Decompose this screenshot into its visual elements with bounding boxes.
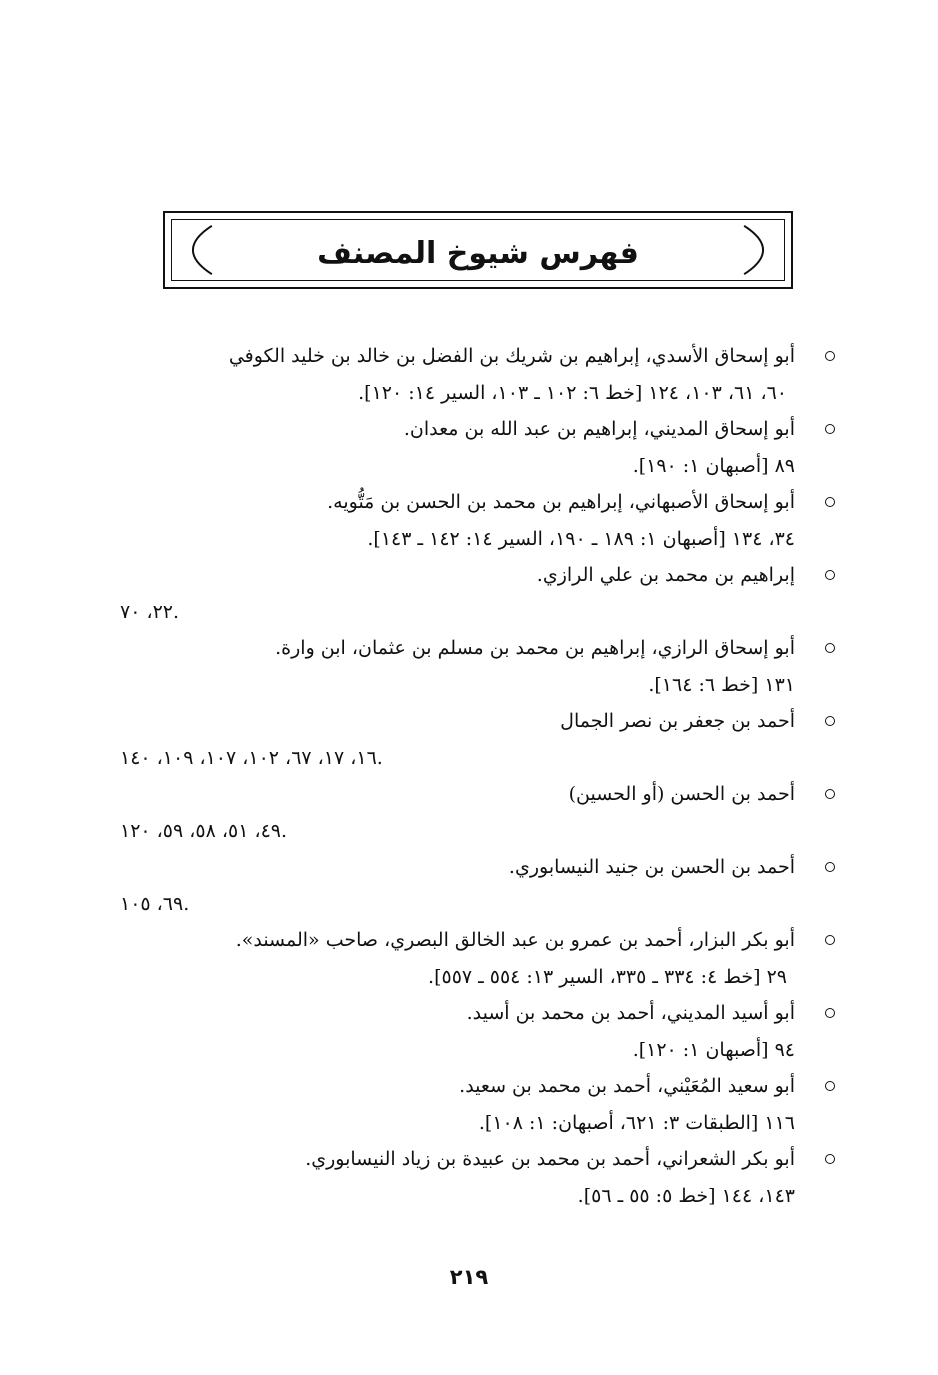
entry-name: أبو إسحاق الأصبهاني، إبراهيم بن محمد بن الحسن بن مَتُّويه.	[327, 491, 795, 513]
entry-refs: ٣٤، ١٣٤ [أصبهان ١: ١٨٩ ـ ١٩٠، السير ١٤: ١٤٢ ـ ١٤٣].	[367, 527, 795, 550]
list-item	[120, 411, 835, 484]
entry-refs: ٩٤ [أصبهان ١: ١٢٠].	[632, 1038, 795, 1061]
entry-refs: ٨٩ [أصبهان ١: ١٩٠].	[632, 454, 795, 477]
list-item	[120, 1068, 835, 1141]
entries-list	[120, 338, 835, 1214]
list-item	[120, 922, 835, 995]
list-item	[120, 1141, 835, 1214]
circle-bullet-icon	[825, 570, 835, 580]
entry-name: أحمد بن الحسن بن جنيد النيسابوري.	[508, 856, 795, 878]
list-item	[120, 484, 835, 557]
entry-name: أبو إسحاق الرازي، إبراهيم بن محمد بن مسلم بن عثمان، ابن وارة.	[275, 637, 795, 659]
entry-name: أبو بكر الشعراني، أحمد بن محمد بن عبيدة بن زياد النيسابوري.	[305, 1148, 795, 1170]
entry-refs: ١٣١ [خط ٦: ١٦٤].	[648, 673, 795, 696]
circle-bullet-icon	[825, 716, 835, 726]
circle-bullet-icon	[825, 935, 835, 945]
list-item	[120, 995, 835, 1068]
circle-bullet-icon	[825, 643, 835, 653]
entry-name: أبو بكر البزار، أحمد بن عمرو بن عبد الخالق البصري، صاحب «المسند».	[235, 929, 795, 951]
circle-bullet-icon	[825, 424, 835, 434]
list-item	[120, 703, 835, 776]
list-item	[120, 338, 835, 411]
entry-refs: ٢٩ [خط ٤: ٣٣٤ ـ ٣٣٥، السير ١٣: ٥٥٤ ـ ٥٥٧].	[428, 965, 787, 988]
entry-name: أبو أسيد المديني، أحمد بن محمد بن أسيد.	[466, 1002, 795, 1024]
entry-refs: ١٦، ١٧، ٦٧، ١٠٢، ١٠٧، ١٠٩، ١٤٠.	[120, 746, 383, 769]
list-item	[120, 849, 835, 922]
entry-refs: ٢٢، ٧٠.	[120, 600, 180, 623]
circle-bullet-icon	[825, 1008, 835, 1018]
entry-name: أبو إسحاق المديني، إبراهيم بن عبد الله بن معدان.	[403, 418, 795, 440]
title-frame	[163, 211, 793, 289]
entry-name: أبو إسحاق الأسدي، إبراهيم بن شريك بن الفضل بن خالد بن خليد الكوفي	[228, 345, 795, 367]
circle-bullet-icon	[825, 1154, 835, 1164]
list-item	[120, 557, 835, 630]
list-item	[120, 776, 835, 849]
entry-name: أحمد بن جعفر بن نصر الجمال	[560, 710, 795, 732]
page-title: فهرس شيوخ المصنف	[317, 236, 639, 271]
page-number: ٢١٩	[449, 1265, 489, 1289]
circle-bullet-icon	[825, 862, 835, 872]
entry-name: أحمد بن الحسن (أو الحسين)	[568, 783, 795, 805]
entry-refs: ١١٦ [الطبقات ٣: ٦٢١، أصبهان: ١: ١٠٨].	[478, 1111, 795, 1134]
entry-name: أبو سعيد المُعَيْني، أحمد بن محمد بن سعيد.	[459, 1075, 795, 1097]
title-inner-border	[171, 219, 785, 281]
entry-refs: ٦٩، ١٠٥.	[120, 892, 190, 915]
entry-refs: ١٤٣، ١٤٤ [خط ٥: ٥٥ ـ ٥٦].	[577, 1184, 795, 1207]
circle-bullet-icon	[825, 351, 835, 361]
entry-name: إبراهيم بن محمد بن علي الرازي.	[536, 564, 795, 586]
circle-bullet-icon	[825, 497, 835, 507]
circle-bullet-icon	[825, 1081, 835, 1091]
circle-bullet-icon	[825, 789, 835, 799]
entry-refs: ٤٩، ٥١، ٥٨، ٥٩، ١٢٠.	[120, 819, 288, 842]
list-item	[120, 630, 835, 703]
entry-refs: ٦٠، ٦١، ١٠٣، ١٢٤ [خط ٦: ١٠٢ ـ ١٠٣، السير ١٤: ١٢٠].	[358, 381, 787, 404]
